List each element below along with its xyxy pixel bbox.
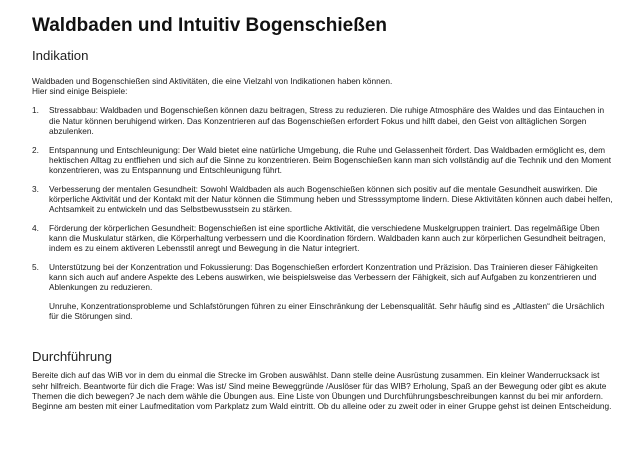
list-item-text: Verbesserung der mentalen Gesundheit: Sowohl Waldbaden als auch Bogenschießen können sich positiv auf die mentale Gesundheit auswirken. Die körperliche Aktivität und der Kontakt mit der Natur können die Stimmung heben und Stresssymptome lindern. Diese Aktivitäten können auch dabei helfen, Achtsamkeit zu entwickeln und das Selbstbewusstsein zu stärken. [49, 183, 613, 215]
list-item-text: Entspannung und Entschleunigung: Der Wald bietet eine natürliche Umgebung, die Ruhe und Gelassenheit fördert. Das Waldbaden ermöglicht es, dem hektischen Alltag zu entfliehen und sich auf die Sinne zu konzentrieren. Beim Bogenschießen kann man sich vollständig auf die Technik und den Moment konzentrieren, was zu Entspannung und Entschleunigung führt. [49, 144, 612, 175]
section-heading-indikation: Indikation [32, 48, 89, 63]
list-item [32, 262, 616, 293]
list-item-number: 3. [32, 183, 39, 194]
indikation-intro [32, 76, 616, 96]
list-item-text: Stressabbau: Waldbaden und Bogenschießen können dazu beitragen, Stress zu reduzieren. Die ruhige Atmosphäre des Waldes und das Eintauchen in die Natur können beruhigend wirken. Das Konzentrieren auf das Bogenschießen erfordert Fokus und hilft dabei, den Geist von alltäglichen Sorgen abzulenken. [49, 105, 605, 136]
list-item-text: Förderung der körperlichen Gesundheit: Bogenschießen ist eine sportliche Aktivität, die verschiedene Muskelgruppen trainiert. Das regelmäßige Üben kann die Muskulatur stärken, die Körperhaltung verbessern und die Koordination fördern. Waldbaden kann auch zur körperlichen Gesundheit beitragen, indem es zu einem aktiveren Lebensstil anregt und Bewegung in die Natur integriert. [49, 222, 606, 254]
document-title: Waldbaden und Intuitiv Bogenschießen [32, 15, 388, 36]
document-page [32, 14, 616, 411]
section-heading-durchfuehrung: Durchführung [32, 349, 112, 365]
list-item-number: 2. [32, 144, 39, 155]
list-item [32, 184, 616, 215]
list-item-number: 5. [32, 261, 39, 272]
indikation-note: Unruhe, Konzentrationsprobleme und Schlafstörungen führen zu einer Einschränkung der Lebensqualität. Sehr häufig sind es „Altlasten“ die Ursächlich für die Störungen sind. [49, 300, 605, 322]
indikation-list [32, 105, 616, 292]
list-item [32, 223, 616, 254]
intro-line-2: Hier sind einige Beispiele: [32, 86, 128, 97]
list-item-number: 4. [32, 222, 39, 233]
durchfuehrung-text: Bereite dich auf das WiB vor in dem du einmal die Strecke im Groben auswählst. Dann stelle deine Ausrüstung zusammen. Ein kleiner Wanderrucksack ist sehr hilfreich. Beantworte für dich die Frage: Was ist/ Sind meine Beweggründe /Auslöser für das WIB? Erholung, Spaß an der Bewegung oder gibt es akute Themen die dich bewegen? Je nach dem wähle die Übungen aus. Eine Liste von Übungen und Durchführungsbeschreibungen kannst du bei mir anfordern. Beginne am besten mit einer Laufmeditation vom Parkplatz zum Wald eintritt. Ob du alleine oder zu zweit oder in einer Gruppe gehst ist deinen Entscheidung. [32, 370, 612, 411]
intro-line-1: Waldbaden und Bogenschießen sind Aktivitäten, die eine Vielzahl von Indikationen haben können. [32, 76, 393, 86]
list-item [32, 145, 616, 176]
list-item-text: Unterstützung bei der Konzentration und Fokussierung: Das Bogenschießen erfordert Konzentration und Präzision. Das Trainieren dieser Fähigkeiten kann sich auch auf andere Aspekte des Lebens auswirken, wie beispielsweise das Verbessern der Fähigkeit, sich auf Aufgaben zu konzentrieren und Ablenkungen zu reduzieren. [49, 261, 598, 293]
list-item-number: 1. [32, 105, 39, 116]
list-item [32, 105, 616, 136]
